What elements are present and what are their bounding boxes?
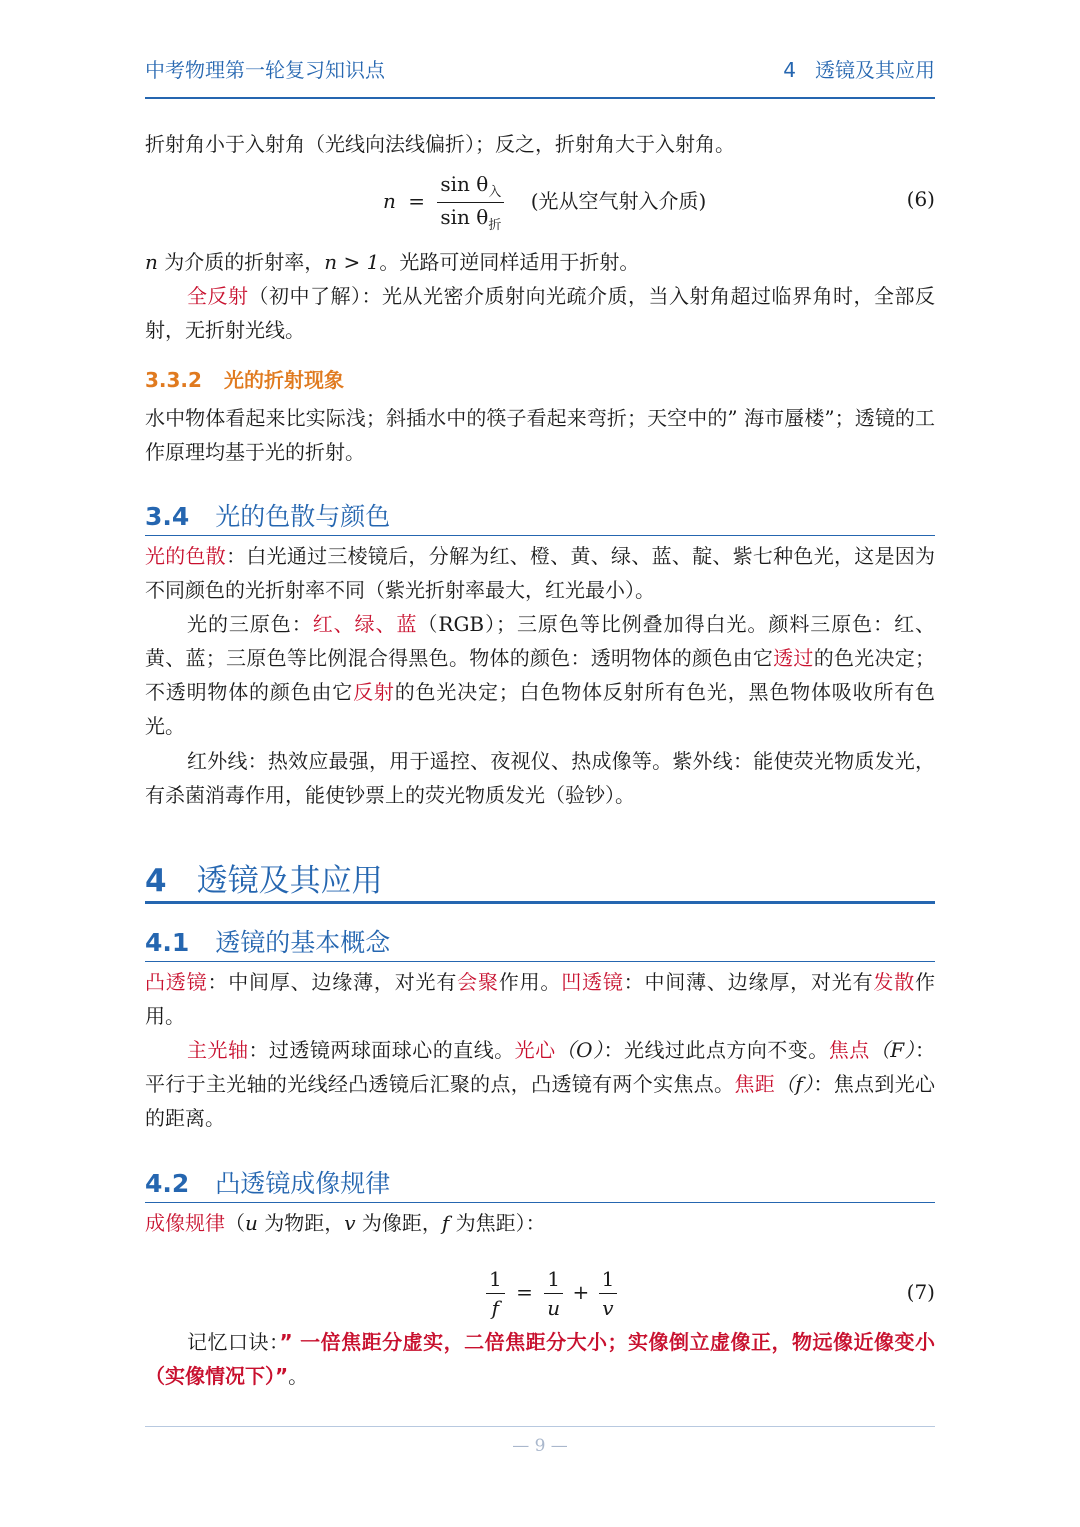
text: ：过透镜两球面球心的直线。 xyxy=(248,1038,515,1062)
eq7-one: 1 xyxy=(544,1265,563,1294)
paragraph-imaging-rule xyxy=(145,1206,935,1240)
section-rule xyxy=(145,901,935,904)
subsection-rule xyxy=(145,961,935,962)
paragraph-total-reflection xyxy=(145,279,935,347)
term-diverge: 发散 xyxy=(873,970,916,994)
running-header-title: 中考物理第一轮复习知识点 xyxy=(145,58,385,82)
paragraph-mnemonic xyxy=(145,1325,935,1393)
text: ：平行于主光轴的光线经凸透镜后汇聚的点，凸透镜有两个实焦点。 xyxy=(145,1038,936,1096)
eq6-denominator-sub: 折 xyxy=(488,218,502,233)
eq6-equals: = xyxy=(408,189,426,213)
term-transmit: 透过 xyxy=(773,646,814,670)
text: ：光线过此点方向不变。 xyxy=(603,1038,829,1062)
eq7-v: v xyxy=(602,1296,614,1320)
subsection-title: 凸透镜成像规律 xyxy=(215,1169,391,1198)
paragraph-refraction-angle: 折射角小于入射角（光线向法线偏折）；反之，折射角大于入射角。 xyxy=(145,132,735,156)
subsubsection-3-3-2-heading xyxy=(145,364,344,393)
text: 作用。 xyxy=(145,970,936,1028)
symbol-o: （O） xyxy=(555,1038,604,1062)
eq7-one: 1 xyxy=(486,1265,505,1294)
equation-6-number: (6) xyxy=(906,187,935,211)
mnemonic-text: ” 一倍焦距分虚实，二倍焦距分大小；实像倒立虚像正，物远像近像变小（实像情况下）” xyxy=(145,1330,936,1388)
eq7-plus: + xyxy=(572,1280,590,1304)
var-u: u xyxy=(245,1211,258,1235)
eq7-frac-f xyxy=(486,1265,505,1322)
text: 光的三原色： xyxy=(187,612,313,636)
eq6-n: n xyxy=(383,189,396,213)
paragraph-lens-terms xyxy=(145,1033,935,1135)
text: ：白光通过三棱镜后，分解为红、橙、黄、绿、蓝、靛、紫七种色光，这是因为不同颜色的光折射率不同（紫光折射率最大，红光最小）。 xyxy=(145,544,936,602)
term-concave-lens: 凹透镜 xyxy=(561,970,624,994)
var-v: v xyxy=(344,1211,356,1235)
subsection-3-4-heading xyxy=(145,497,390,533)
text: 作用。 xyxy=(498,970,562,994)
running-header-chapter-title: 透镜及其应用 xyxy=(815,58,935,82)
eq7-one: 1 xyxy=(599,1265,618,1294)
text: （RGB）；三原色等比例叠加得白光。颜料三原色：红、黄、蓝；三原色等比例混合得黑色。物体的颜色：透明物体的颜色由它 xyxy=(145,612,936,670)
section-number: 4 xyxy=(145,863,167,899)
subsection-title: 透镜的基本概念 xyxy=(215,928,391,957)
footer-rule xyxy=(145,1426,935,1427)
subsubsection-title: 光的折射现象 xyxy=(223,368,344,392)
term-total-reflection: 全反射 xyxy=(187,284,249,308)
subsection-number: 4.2 xyxy=(145,1169,190,1198)
running-header-chapter-number: 4 xyxy=(783,58,796,82)
eq7-u: u xyxy=(547,1296,561,1320)
paragraph-dispersion xyxy=(145,539,935,607)
subsection-rule xyxy=(145,1202,935,1203)
term-rgb: 红、绿、蓝 xyxy=(312,612,418,636)
header-rule xyxy=(145,97,935,99)
page-number: — 9 — xyxy=(512,1436,568,1456)
section-title: 透镜及其应用 xyxy=(196,863,383,899)
paragraph-lens-types xyxy=(145,965,935,1033)
term-convex-lens: 凸透镜 xyxy=(145,970,208,994)
eq7-equals: = xyxy=(516,1280,533,1304)
text: 为焦距）： xyxy=(449,1211,546,1235)
paragraph-refractive-index xyxy=(145,245,935,279)
symbol-f-lower: （f） xyxy=(775,1072,814,1096)
text: 的色光决定；白色物体反射所有色光，黑色物体吸收所有色光。 xyxy=(145,680,936,738)
term-dispersion: 光的色散 xyxy=(145,544,227,568)
var-n: n xyxy=(145,250,158,274)
symbol-f-upper: （F） xyxy=(869,1038,916,1062)
text: ：中间薄、边缘厚，对光有 xyxy=(623,970,874,994)
var-f: f xyxy=(441,1211,450,1235)
text: 的色光决定；不透明物体的颜色由它 xyxy=(145,646,936,704)
eq6-fraction xyxy=(437,170,504,235)
text: ：焦点到光心的距离。 xyxy=(145,1072,936,1130)
text: ：中间厚、边缘薄，对光有 xyxy=(207,970,458,994)
subsection-rule xyxy=(145,535,935,536)
text: 。光路可逆同样适用于折射。 xyxy=(379,250,640,274)
term-reflect: 反射 xyxy=(353,680,395,704)
equation-6 xyxy=(383,170,706,235)
equation-7 xyxy=(486,1265,617,1322)
eq7-frac-v xyxy=(599,1265,618,1322)
paragraph-primary-colors xyxy=(145,607,935,743)
eq7-frac-u xyxy=(544,1265,563,1322)
text: 。 xyxy=(288,1364,309,1388)
paragraph-infrared-ultraviolet: 红外线：热效应最强，用于遥控、夜视仪、热成像等。紫外线：能使荧光物质发光，有杀菌消毒作用，能使钞票上的荧光物质发光（验钞）。 xyxy=(145,749,935,807)
term-focal-length: 焦距 xyxy=(734,1072,776,1096)
condition-n: n > 1 xyxy=(324,250,380,274)
text: 记忆口诀： xyxy=(187,1330,280,1354)
section-4-heading xyxy=(145,855,383,900)
running-header-chapter xyxy=(783,54,935,83)
subsection-number: 3.4 xyxy=(145,502,190,531)
subsection-4-1-heading xyxy=(145,923,390,959)
text: （初中了解）：光从光密介质射向光疏介质，当入射角超过临界角时，全部反射，无折射光线。 xyxy=(145,284,935,342)
eq6-denominator: sin θ xyxy=(440,205,489,229)
term-optical-center: 光心 xyxy=(514,1038,556,1062)
subsection-title: 光的色散与颜色 xyxy=(215,502,391,531)
equation-7-number: (7) xyxy=(906,1280,935,1304)
text: （ xyxy=(225,1211,245,1235)
term-principal-axis: 主光轴 xyxy=(187,1038,249,1062)
subsection-4-2-heading xyxy=(145,1164,390,1200)
eq6-numerator-sub: 入 xyxy=(488,185,502,200)
text: 为介质的折射率， xyxy=(157,250,325,274)
subsection-number: 4.1 xyxy=(145,928,190,957)
term-focus: 焦点 xyxy=(828,1038,870,1062)
text: 为物距， xyxy=(257,1211,345,1235)
eq6-numerator: sin θ xyxy=(440,172,489,196)
subsubsection-number: 3.3.2 xyxy=(145,368,202,392)
term-imaging-rule: 成像规律 xyxy=(145,1211,225,1235)
text: 为像距， xyxy=(355,1211,442,1235)
paragraph-refraction-phenomena: 水中物体看起来比实际浅；斜插水中的筷子看起来弯折；天空中的” 海市蜃楼”；透镜的工作原理均基于光的折射。 xyxy=(145,406,935,464)
term-converge: 会聚 xyxy=(457,970,499,994)
eq7-f: f xyxy=(491,1296,500,1320)
eq6-note: (光从空气射入介质) xyxy=(530,189,707,213)
